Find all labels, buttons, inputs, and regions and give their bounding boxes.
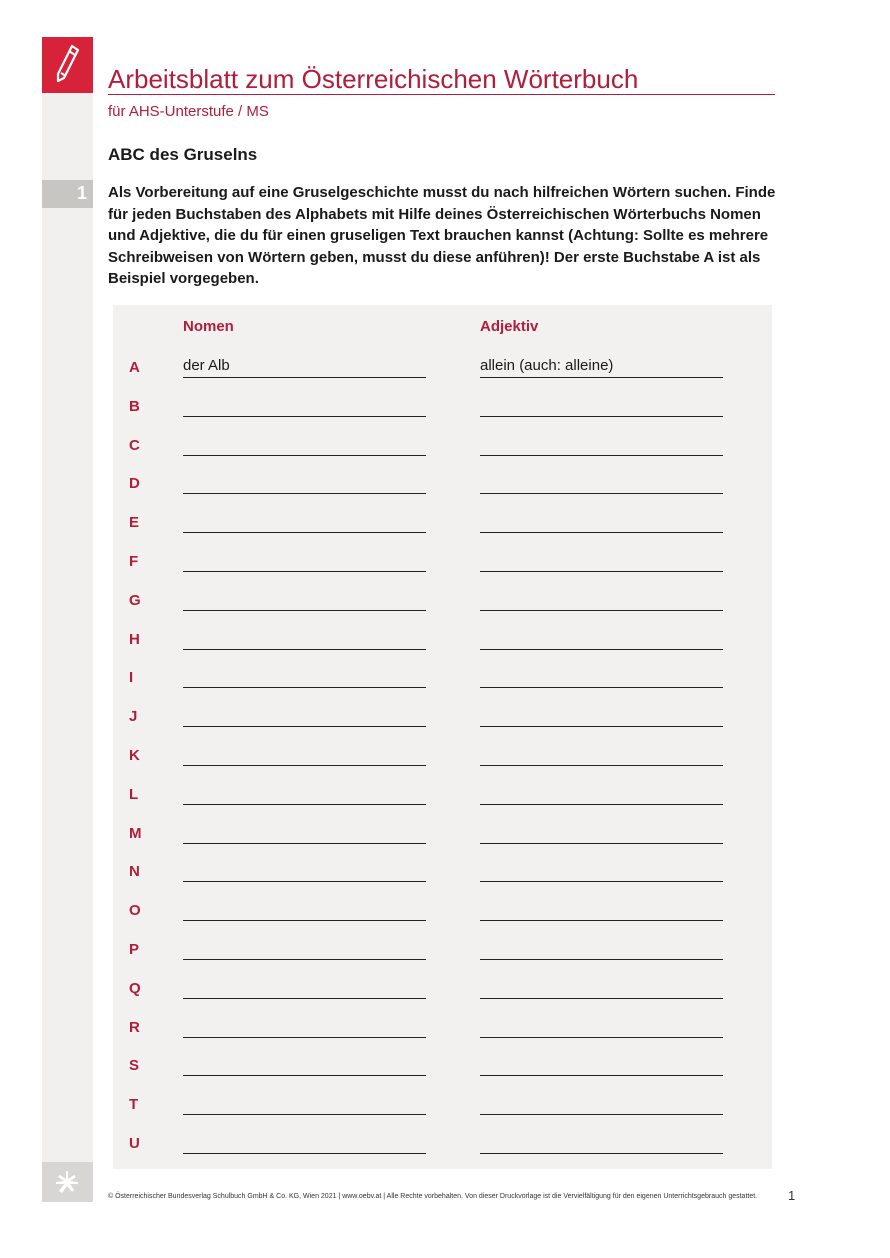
- table-row: [113, 704, 772, 743]
- row-letter: D: [129, 475, 140, 493]
- copyright-footer: © Österreichischer Bundesverlag Schulbuch GmbH & Co. KG, Wien 2021 | www.oebv.at | Alle Rechte vorbehalten. Von dieser Druckvorlage ist die Vervielfältigung für den eigenen Unterrichtsgebrauch gestattet.: [108, 1193, 758, 1200]
- noun-answer-line[interactable]: [183, 629, 426, 650]
- row-letter: M: [129, 824, 142, 842]
- page-title: Arbeitsblatt zum Österreichischen Wörterbuch: [108, 64, 639, 94]
- adjective-answer-line[interactable]: [480, 1094, 723, 1115]
- noun-answer-line[interactable]: [183, 706, 426, 727]
- noun-answer-line[interactable]: [183, 1094, 426, 1115]
- row-letter: K: [129, 747, 140, 764]
- noun-answer-line[interactable]: [183, 1017, 426, 1038]
- table-row: [113, 1053, 772, 1092]
- noun-answer-line[interactable]: [183, 667, 426, 688]
- adjective-answer-line[interactable]: [480, 551, 723, 572]
- row-letter: T: [129, 1096, 139, 1114]
- row-letter: U: [129, 1135, 140, 1152]
- noun-answer-line[interactable]: [183, 1055, 426, 1076]
- row-letter: R: [129, 1018, 140, 1036]
- adjective-answer-line[interactable]: [480, 435, 723, 456]
- publisher-logo-icon: [55, 1170, 79, 1194]
- page-subtitle: für AHS-Unterstufe / MS: [108, 103, 269, 120]
- noun-answer-line[interactable]: der Alb: [183, 357, 426, 378]
- noun-answer-line[interactable]: [183, 396, 426, 417]
- table-row: [113, 549, 772, 588]
- table-row: [113, 394, 772, 433]
- noun-answer-line[interactable]: [183, 745, 426, 766]
- noun-answer-line[interactable]: [183, 823, 426, 844]
- row-letter: B: [129, 397, 140, 415]
- noun-answer-line[interactable]: [183, 590, 426, 611]
- row-letter: I: [129, 669, 134, 687]
- row-letter: Q: [129, 979, 141, 997]
- section-heading: ABC des Gruselns: [108, 145, 258, 164]
- page-number: 1: [788, 1188, 796, 1203]
- adjective-answer-line[interactable]: [480, 629, 723, 650]
- column-header-adjectives: Adjektiv: [480, 318, 539, 335]
- table-row: [113, 821, 772, 860]
- noun-answer-line[interactable]: [183, 900, 426, 921]
- row-letter: C: [129, 436, 140, 454]
- noun-answer-line[interactable]: [183, 784, 426, 805]
- row-letter: L: [129, 785, 139, 803]
- adjective-answer-line[interactable]: [480, 861, 723, 882]
- noun-answer-line[interactable]: [183, 939, 426, 960]
- noun-answer-line[interactable]: [183, 435, 426, 456]
- adjective-answer-line[interactable]: [480, 900, 723, 921]
- task-instructions: Als Vorbereitung auf eine Gruselgeschichte musst du nach hilfreichen Wörtern suchen. Finde für jeden Buchstaben des Alphabets mit Hilfe deines Österreichischen Wörterbuchs Nomen und Adjektive, die du für einen gruseligen Text brauchen kannst (Achtung: Sollte es mehrere Schreibweisen von Wörtern geben, musst du diese anführen)! Der erste Buchstabe A ist als Beispiel vorgegeben.: [108, 184, 776, 287]
- adjective-answer-line[interactable]: [480, 823, 723, 844]
- table-row: [113, 976, 772, 1015]
- row-letter: P: [129, 941, 140, 958]
- adjective-answer-line[interactable]: [480, 667, 723, 688]
- table-row: [113, 588, 772, 627]
- adjective-answer-line[interactable]: [480, 939, 723, 960]
- column-header-nouns: Nomen: [183, 318, 234, 335]
- adjective-answer-line[interactable]: [480, 473, 723, 494]
- row-letter: F: [129, 553, 139, 570]
- noun-answer-line[interactable]: [183, 978, 426, 999]
- table-row: [113, 510, 772, 549]
- adjective-answer-line[interactable]: allein (auch: alleine): [480, 357, 723, 378]
- adjective-answer-line[interactable]: [480, 1055, 723, 1076]
- noun-answer-line[interactable]: [183, 473, 426, 494]
- table-row: [113, 355, 772, 394]
- row-letter: H: [129, 630, 140, 648]
- table-row: [113, 627, 772, 666]
- table-row: [113, 898, 772, 937]
- pencil-icon: [52, 43, 82, 85]
- publisher-logo: [42, 1162, 93, 1202]
- table-row: [113, 433, 772, 472]
- table-row: [113, 859, 772, 898]
- task-number: 1: [76, 183, 87, 203]
- adjective-answer-line[interactable]: [480, 745, 723, 766]
- table-row: [113, 937, 772, 976]
- table-row: [113, 782, 772, 821]
- adjective-answer-line[interactable]: [480, 706, 723, 727]
- noun-answer-line[interactable]: [183, 1133, 426, 1154]
- row-letter: A: [129, 359, 140, 376]
- table-row: [113, 1131, 772, 1170]
- adjective-answer-line[interactable]: [480, 784, 723, 805]
- row-letter: E: [129, 514, 140, 532]
- adjective-answer-line[interactable]: [480, 512, 723, 533]
- title-underline: [108, 94, 775, 95]
- noun-answer-line[interactable]: [183, 861, 426, 882]
- pen-badge: [42, 37, 93, 93]
- table-row: [113, 471, 772, 510]
- row-letter: S: [129, 1057, 140, 1075]
- adjective-answer-line[interactable]: [480, 1017, 723, 1038]
- side-bar: [42, 37, 93, 1202]
- row-letter: O: [129, 902, 141, 920]
- row-letter: N: [129, 863, 140, 881]
- table-row: [113, 1092, 772, 1131]
- adjective-answer-line[interactable]: [480, 396, 723, 417]
- noun-answer-line[interactable]: [183, 512, 426, 533]
- table-row: [113, 1015, 772, 1054]
- adjective-answer-line[interactable]: [480, 1133, 723, 1154]
- row-letter: G: [129, 591, 141, 609]
- table-row: [113, 743, 772, 782]
- adjective-answer-line[interactable]: [480, 590, 723, 611]
- adjective-answer-line[interactable]: [480, 978, 723, 999]
- task-number-badge: [42, 180, 93, 208]
- table-row: [113, 665, 772, 704]
- noun-answer-line[interactable]: [183, 551, 426, 572]
- row-letter: J: [129, 708, 138, 726]
